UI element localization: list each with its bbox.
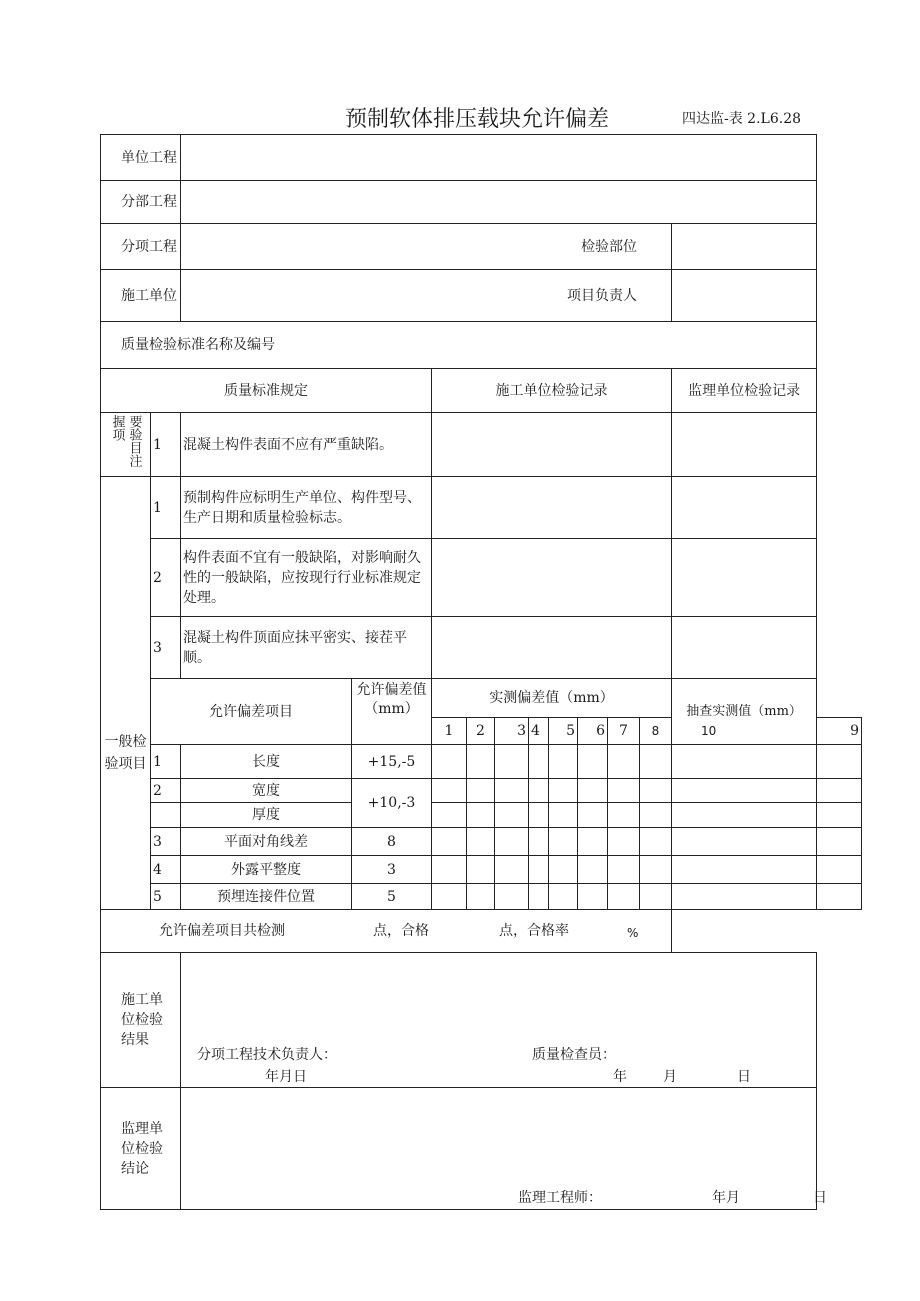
tolerance-row-no: 1 xyxy=(151,745,181,779)
spot-check-cell[interactable] xyxy=(817,856,862,884)
general-item-text: 预制构件应标明生产单位、构件型号、生产日期和质量检验标志。 xyxy=(181,477,432,539)
measure-cell[interactable] xyxy=(467,884,495,910)
measure-cell[interactable] xyxy=(672,803,817,828)
construction-result-area[interactable] xyxy=(181,953,817,1088)
measure-cell[interactable] xyxy=(529,803,549,828)
measure-cell[interactable] xyxy=(495,779,529,803)
tolerance-row-name: 宽度 xyxy=(181,779,352,803)
tolerance-row-value: 3 xyxy=(352,856,432,884)
measure-cell[interactable] xyxy=(640,828,672,856)
tolerance-row-name: 厚度 xyxy=(181,803,352,828)
sub-project-value[interactable] xyxy=(181,181,817,224)
spot-check-cell[interactable] xyxy=(817,803,862,828)
measure-cell[interactable] xyxy=(640,803,672,828)
measure-cell[interactable] xyxy=(529,828,549,856)
measure-cell[interactable] xyxy=(495,828,529,856)
tolerance-row-value: +15,-5 xyxy=(352,745,432,779)
spot-check-cell[interactable] xyxy=(817,828,862,856)
supervision-date-ym: 年月 xyxy=(712,1190,740,1206)
construction-result-label: 施工单位检验结果 xyxy=(101,953,181,1088)
measured-deviation-header: 实测偏差值（mm） xyxy=(432,679,672,718)
measure-col-3: 3 xyxy=(495,718,529,745)
measure-cell[interactable] xyxy=(467,803,495,828)
construction-record-header: 施工单位检验记录 xyxy=(432,369,672,413)
tolerance-row-no: 2 xyxy=(151,779,181,803)
measure-col-7: 7 xyxy=(608,718,640,745)
measure-cell[interactable] xyxy=(640,856,672,884)
tolerance-row-name: 预埋连接件位置 xyxy=(181,884,352,910)
tolerance-summary: 允许偏差项目共检测 点，合格 点，合格率 % xyxy=(101,910,672,953)
construction-unit-label: 施工单位 xyxy=(101,270,181,322)
spot-check-cell[interactable] xyxy=(817,884,862,910)
measure-col-9: 9 xyxy=(817,718,862,745)
inspect-part-value[interactable] xyxy=(672,224,817,270)
measure-cell[interactable] xyxy=(495,803,529,828)
measure-cell[interactable] xyxy=(467,745,495,779)
measure-cell[interactable] xyxy=(549,745,578,779)
main-item-construction-record[interactable] xyxy=(432,413,672,477)
measure-cell[interactable] xyxy=(549,884,578,910)
measure-cell[interactable] xyxy=(529,884,549,910)
general-item-no: 1 xyxy=(151,477,181,539)
item-project-label: 分项工程 xyxy=(101,224,181,270)
standard-name-label: 质量检验标准名称及编号 xyxy=(101,322,817,369)
general-item-label: 一般检验项目 xyxy=(101,477,151,910)
general-item-supervision-record[interactable] xyxy=(672,477,817,539)
measure-cell[interactable] xyxy=(432,745,467,779)
measure-cell[interactable] xyxy=(608,779,640,803)
tolerance-row-no: 5 xyxy=(151,884,181,910)
tolerance-row-name: 外露平整度 xyxy=(181,856,352,884)
measure-cell[interactable] xyxy=(608,803,640,828)
measure-cell[interactable] xyxy=(529,745,549,779)
supervision-engineer-label: 监理工程师： xyxy=(518,1190,602,1206)
measure-cell[interactable] xyxy=(549,856,578,884)
tolerance-row-no: 4 xyxy=(151,856,181,884)
measure-cell[interactable] xyxy=(529,779,549,803)
standard-header: 质量标准规定 xyxy=(101,369,432,413)
measure-cell[interactable] xyxy=(608,884,640,910)
tolerance-value-header: 允许偏差值（mm） xyxy=(352,679,432,745)
general-item-construction-record[interactable] xyxy=(432,617,672,679)
project-leader-value[interactable] xyxy=(672,270,817,322)
inspect-part-label: 检验部位 xyxy=(581,238,637,255)
main-item-supervision-record[interactable] xyxy=(672,413,817,477)
measure-cell[interactable] xyxy=(578,803,608,828)
date-month: 月 xyxy=(663,1069,677,1085)
measure-cell[interactable] xyxy=(578,745,608,779)
measure-cell[interactable] xyxy=(432,803,467,828)
general-item-supervision-record[interactable] xyxy=(672,539,817,617)
unit-project-label: 单位工程 xyxy=(101,135,181,181)
supervision-record-header: 监理单位检验记录 xyxy=(672,369,817,413)
general-item-text: 构件表面不宜有一般缺陷，对影响耐久性的一般缺陷，应按现行行业标准规定处理。 xyxy=(181,539,432,617)
measure-col-1: 1 xyxy=(432,718,467,745)
general-item-supervision-record[interactable] xyxy=(672,617,817,679)
tolerance-item-header: 允许偏差项目 xyxy=(151,679,352,745)
tolerance-row-value: 8 xyxy=(352,828,432,856)
sub-project-label: 分部工程 xyxy=(101,181,181,224)
tolerance-row-name: 平面对角线差 xyxy=(181,828,352,856)
supervision-date-day: 日 xyxy=(813,1190,827,1206)
measure-cell[interactable] xyxy=(432,779,467,803)
tolerance-row-value: 5 xyxy=(352,884,432,910)
measure-cell[interactable] xyxy=(495,884,529,910)
unit-project-value[interactable] xyxy=(181,135,817,181)
measure-cell[interactable] xyxy=(467,856,495,884)
measure-cell[interactable] xyxy=(672,884,817,910)
form-code: 四达监-表 2.L6.28 xyxy=(682,111,802,127)
page-title: 预制软体排压载块允许偏差 xyxy=(345,107,610,132)
date-year: 年 xyxy=(613,1069,627,1085)
measure-cell[interactable] xyxy=(578,884,608,910)
measure-cell[interactable] xyxy=(549,779,578,803)
measure-cell[interactable] xyxy=(640,745,672,779)
measure-cell[interactable] xyxy=(640,779,672,803)
measure-cell[interactable] xyxy=(529,856,549,884)
main-item-no: 1 xyxy=(151,413,181,477)
measure-cell[interactable] xyxy=(549,828,578,856)
inspector-label: 质量检查员： xyxy=(532,1047,616,1063)
general-item-construction-record[interactable] xyxy=(432,477,672,539)
measure-cell[interactable] xyxy=(672,828,817,856)
measure-cell[interactable] xyxy=(495,745,529,779)
general-item-no: 3 xyxy=(151,617,181,679)
measure-col-10: 10 xyxy=(701,724,717,738)
main-item-label: 握项 要验目注 xyxy=(101,413,151,477)
tolerance-row-no: 3 xyxy=(151,828,181,856)
measure-col-8: 8 xyxy=(640,718,672,745)
general-item-text: 混凝土构件顶面应抹平密实、接茬平顺。 xyxy=(181,617,432,679)
measure-cell[interactable] xyxy=(672,856,817,884)
measure-cell[interactable] xyxy=(467,828,495,856)
measure-col-2: 2 xyxy=(467,718,495,745)
measure-cell[interactable] xyxy=(432,856,467,884)
measure-cell[interactable] xyxy=(432,884,467,910)
inspection-form xyxy=(100,134,862,1210)
measure-col-5: 5 xyxy=(549,718,578,745)
tech-leader-label: 分项工程技术负责人： xyxy=(197,1047,337,1063)
measure-cell[interactable] xyxy=(432,828,467,856)
measure-cell[interactable] xyxy=(672,745,817,779)
measure-cell[interactable] xyxy=(608,745,640,779)
measure-cell[interactable] xyxy=(672,779,817,803)
spot-check-cell[interactable] xyxy=(817,745,862,779)
tolerance-row-name: 长度 xyxy=(181,745,352,779)
measure-col-6: 6 xyxy=(578,718,608,745)
date-left: 年月日 xyxy=(265,1069,307,1085)
measure-cell[interactable] xyxy=(578,779,608,803)
measure-col-4: 4 xyxy=(529,718,549,745)
general-item-no: 2 xyxy=(151,539,181,617)
measure-cell[interactable] xyxy=(608,828,640,856)
measure-cell[interactable] xyxy=(608,856,640,884)
tolerance-row-value: +10,-3 xyxy=(352,779,432,828)
general-item-construction-record[interactable] xyxy=(432,539,672,617)
measure-cell[interactable] xyxy=(578,856,608,884)
main-item-text: 混凝土构件表面不应有严重缺陷。 xyxy=(181,413,432,477)
spot-check-cell[interactable] xyxy=(817,779,862,803)
measure-cell[interactable] xyxy=(640,884,672,910)
supervision-result-area[interactable] xyxy=(181,1088,827,1210)
spot-check-header: 抽查实测值（mm） xyxy=(672,679,817,745)
measure-cell[interactable] xyxy=(495,856,529,884)
date-day: 日 xyxy=(737,1069,751,1085)
measure-cell[interactable] xyxy=(467,779,495,803)
tolerance-row-no xyxy=(151,803,181,828)
project-leader-label: 项目负责人 xyxy=(567,287,637,304)
measure-cell[interactable] xyxy=(549,803,578,828)
measure-cell[interactable] xyxy=(578,828,608,856)
supervision-result-label: 监理单位检验结论 xyxy=(101,1088,181,1210)
